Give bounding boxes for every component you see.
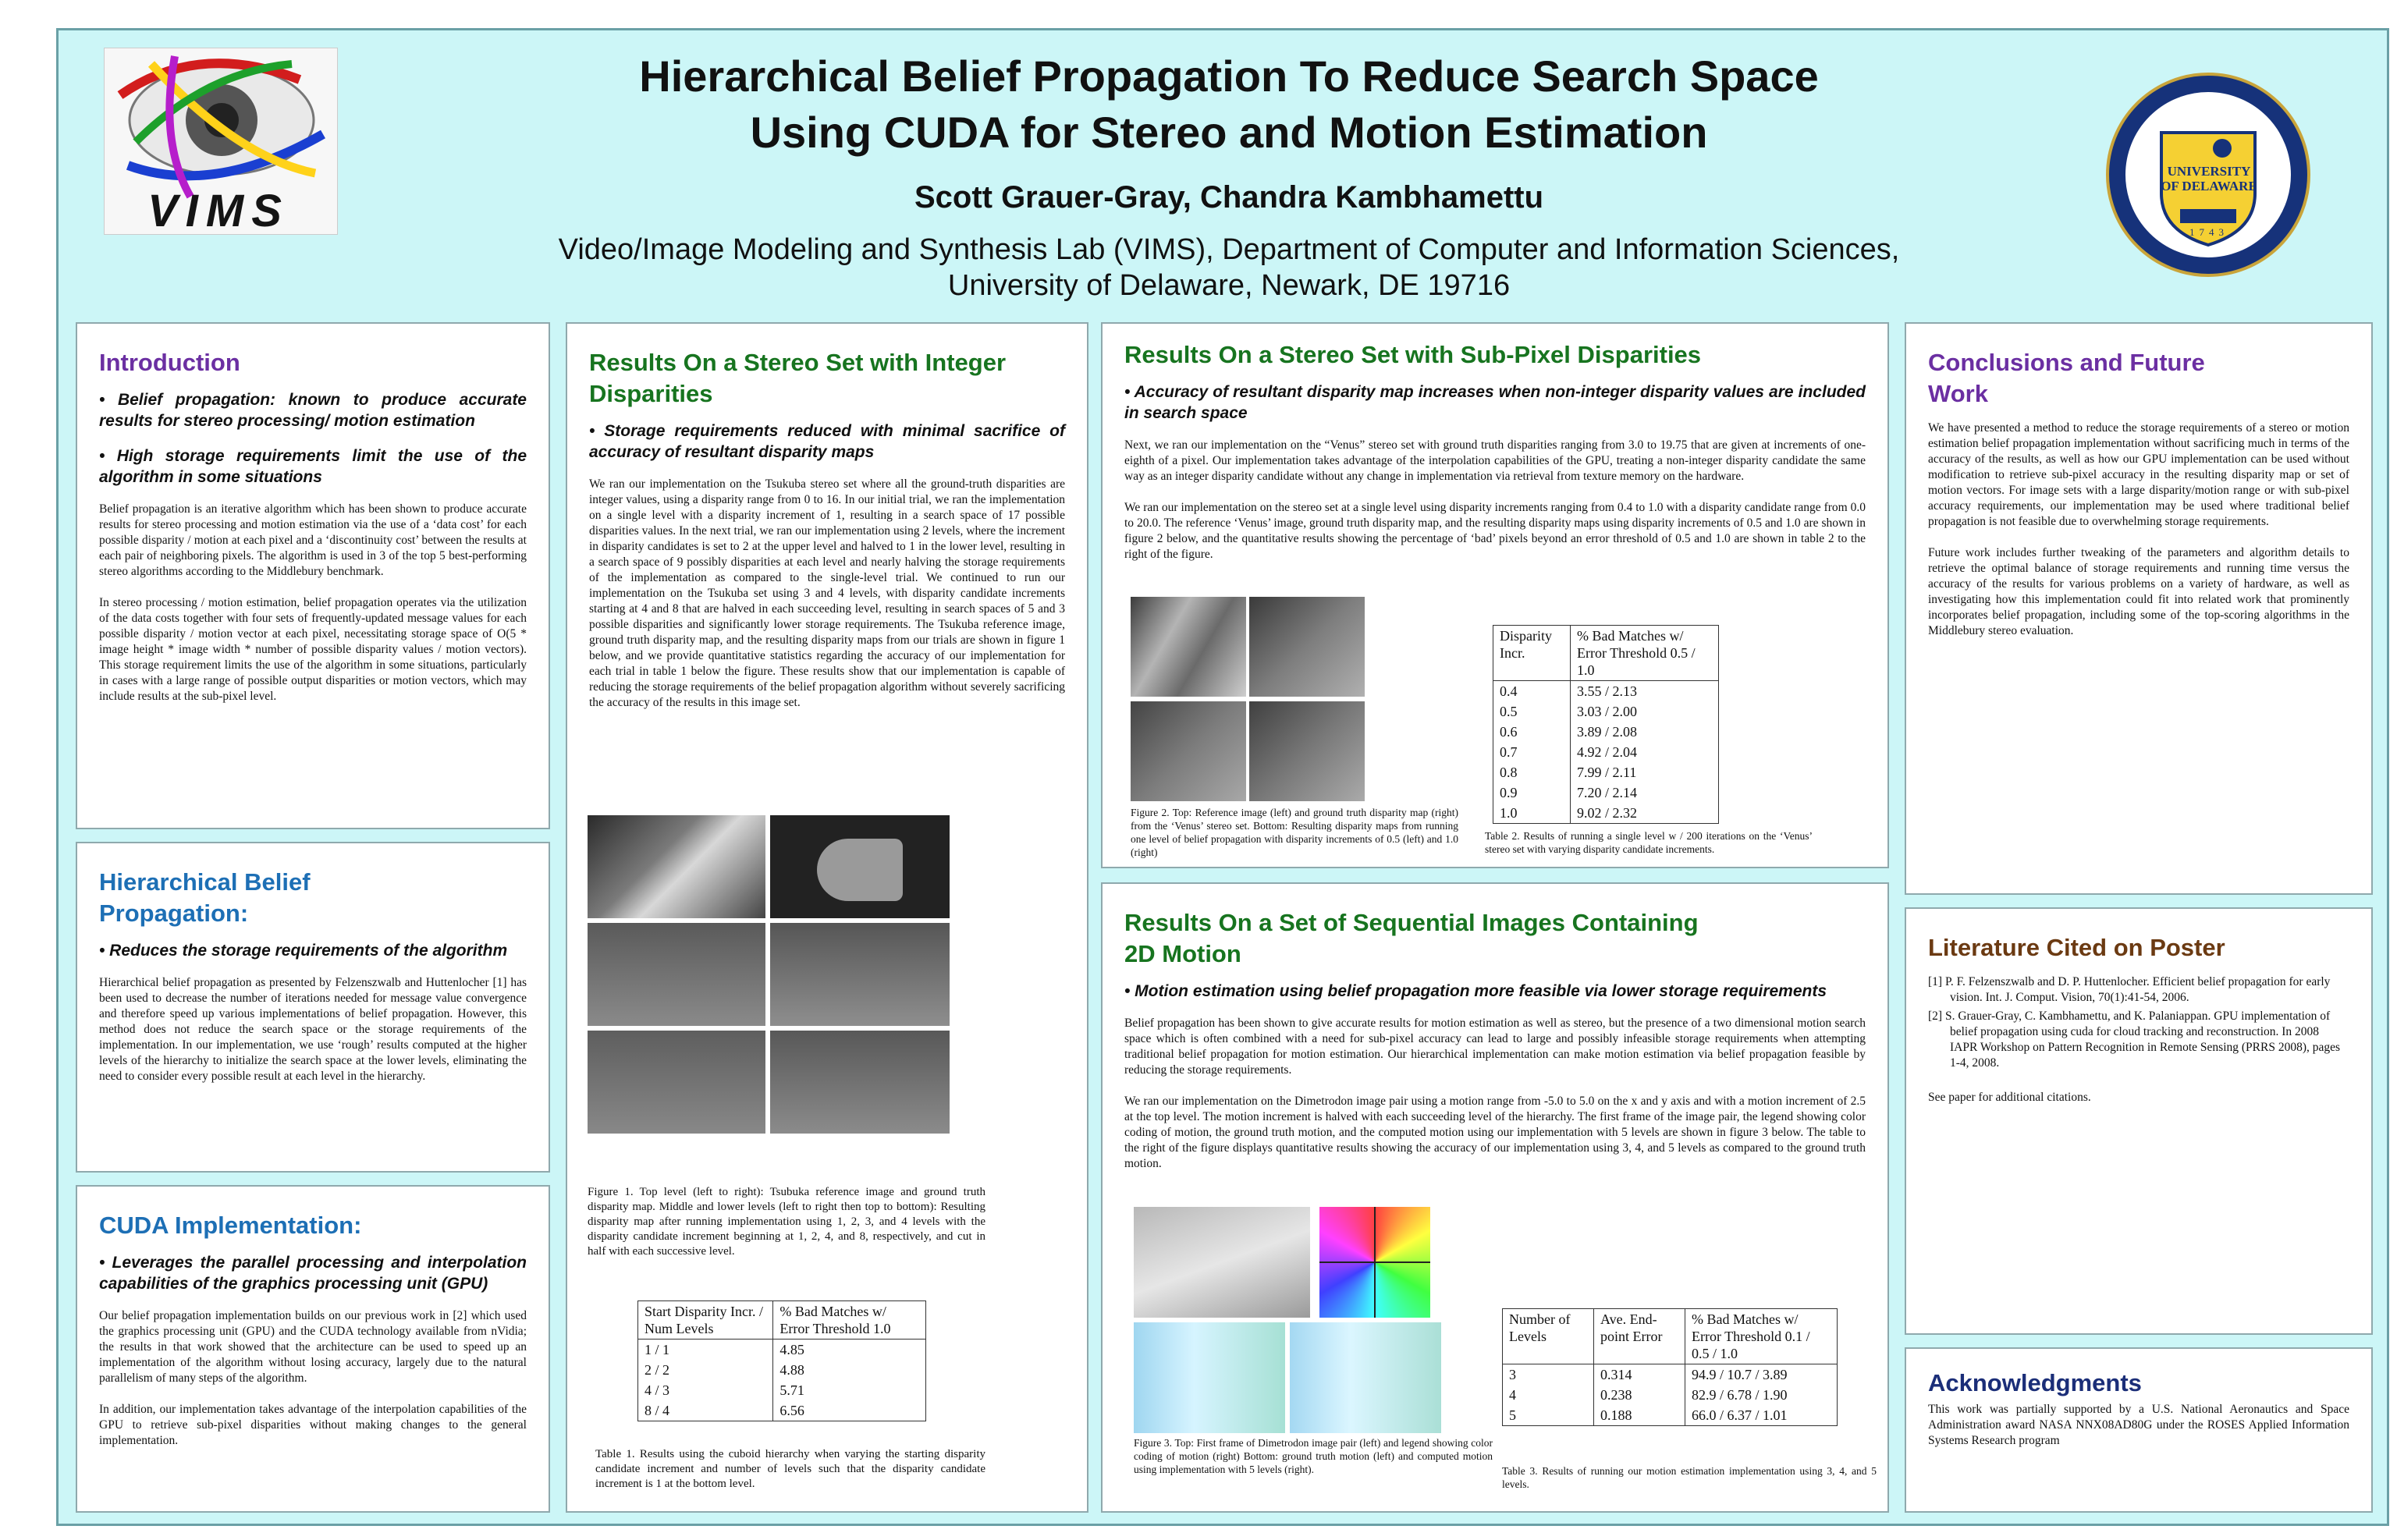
table-row [638, 1400, 926, 1421]
table-row [1493, 722, 1719, 742]
table-row [638, 1380, 926, 1400]
motion-paragraph-2: We ran our implementation on the Dimetrodon image pair using a motion range from -5.0 to 5.0 on the x and y axis and with a motion increment of 2.5 at the top level. The motion increment is halved with each succeeding level of the hierarchy. The first frame of the image pair, the legend showing color coding of motion, the ground truth motion, and the computed motion using our implementation with 5 levels are shown in figure 3 below. The table to the right of the figure displays quantitative results showing the accuracy of our implementation using 3, 4, and 5 levels as compared to the ground truth motion. [1124, 1095, 1866, 1170]
table-cell: 0.5 [1493, 701, 1571, 722]
figure-1-caption: Figure 1. Top level (left to right): Tsubuka reference image and ground truth disparity map. Middle and lower levels (left to right then top to bottom): Resulting disparity map after running implementation using 1, 2, 3, and 4 levels with the disparity candidate increment beginning at 1, 2, 4, and 8, respectively, and cut in half with each successive level. [588, 1186, 985, 1258]
cuda-panel [76, 1185, 550, 1513]
table-cell: 0.314 [1594, 1364, 1685, 1386]
table-cell: 4 [1503, 1385, 1594, 1405]
introduction-paragraph-1: Belief propagation is an iterative algorithm which has been shown to produce accurate results for stereo processing and motion estimation via the use of a ‘data cost’ for each possible disparity / motion at each pixel and a ‘discontinuity cost’ between the results at each pair of neighboring pixels. The algorithm is used in 3 of the top 5 best-performing stereo algorithms according to the Middlebury benchmark. [99, 502, 527, 578]
motion-title [1124, 907, 1866, 970]
table-3-header-cell: Number of Levels [1503, 1309, 1594, 1364]
table-2-header-cell: Disparity Incr. [1493, 626, 1571, 681]
subpixel-paragraph-1: Next, we ran our implementation on the “Venus” stereo set with ground truth disparities ranging from 3.0 to 19.75 that are given at increments of one-eighth of a pixel. Our implementation takes advantage of the interpolation capabilities of the GPU, treating a non-integer disparity candidate the same way as an integer disparity candidate without any change in implementation via retrieval from texture memory on the hardware. [1124, 438, 1866, 483]
table-cell: 0.8 [1493, 762, 1571, 782]
table-cell: 4.92 / 2.04 [1570, 742, 1718, 762]
poster-title-line2: Using CUDA for Stereo and Motion Estimation [750, 108, 1708, 157]
table-2-header [1493, 626, 1719, 681]
integer-title [589, 347, 1065, 410]
integer-title-line1: Results On a Stereo Set with Integer [589, 349, 1007, 376]
conclusions-panel [1905, 322, 2373, 895]
table-1-header [638, 1301, 926, 1340]
venus-disparity-0-5 [1131, 701, 1246, 801]
ud-logo-text: UNIVERSITY OF DELAWARE [2161, 164, 2257, 193]
introduction-bullet-1: • Belief propagation: known to produce accurate results for stereo processing/ motion estimation [99, 391, 527, 430]
subpixel-paragraph-2: We ran our implementation on the stereo set at a single level using disparity increments ranging from 0.4 to 1.0 with a disparity candidate range from 0.0 to 20.0. The reference ‘Venus’ image, ground truth disparity map, and the resulting disparity maps using disparity increments of 0.5 and 1.0 are shown in figure 2 below, and the quantitative results showing the percentage of ‘bad’ pixels beyond an error threshold of 0.5 and 1.0 are shown in table 2 to the right of the figure. [1124, 501, 1866, 561]
table-3 [1502, 1308, 1838, 1426]
poster-affiliation-line1: Video/Image Modeling and Synthesis Lab (VIMS), Department of Computer and Information Sciences, [558, 233, 1900, 266]
table-cell: 9.02 / 2.32 [1570, 803, 1718, 824]
tsukuba-gt-shape [817, 839, 903, 901]
hierarchical-paragraph-1: Hierarchical belief propagation as presented by Felzenszwalb and Huttenlocher [1] has been used to decrease the number of iterations needed for message value convergence and therefore speed up various implementations of belief propagation. However, this method does not reduce the search space or the storage requirements of the implementation. In our implementation, we use ‘rough’ results computed at the higher levels of the hierarchy to initialize the search space at the lower levels, eliminating the need to consider every possible result at each level in the hierarchy. [99, 976, 527, 1083]
subpixel-bullet-1: • Accuracy of resultant disparity map increases when non-integer disparity values are included in search space [1124, 383, 1866, 422]
table-cell: 8 / 4 [638, 1400, 773, 1421]
conclusions-title-line2: Work [1928, 380, 1988, 407]
table-cell: 3.89 / 2.08 [1570, 722, 1718, 742]
table-cell: 7.20 / 2.14 [1570, 782, 1718, 803]
table-cell: 6.56 [773, 1400, 926, 1421]
table-row [1493, 782, 1719, 803]
motion-bullet-1: • Motion estimation using belief propagation more feasible via lower storage requirements [1124, 982, 1827, 1000]
table-1-header-cell: % Bad Matches w/ Error Threshold 1.0 [773, 1301, 926, 1340]
table-row [1503, 1385, 1838, 1405]
tsukuba-reference-image [588, 815, 765, 918]
university-of-delaware-logo [2106, 73, 2310, 277]
computed-motion-5-levels [1290, 1322, 1441, 1433]
venus-reference-image [1131, 597, 1246, 697]
hierarchical-bullet-1: • Reduces the storage requirements of the algorithm [99, 942, 508, 960]
motion-color-legend [1319, 1207, 1430, 1318]
table-2 [1493, 625, 1719, 824]
table-row [1493, 681, 1719, 702]
table-cell: 0.9 [1493, 782, 1571, 803]
introduction-paragraph-2: In stereo processing / motion estimation, belief propagation operates via the utilization of the data costs together with four sets of frequently-updated message values for each possible disparity / motion vector at each pixel, necessitating storage space of O(5 * image height * image width * number of possible disparity values / motion vectors). This storage requirement limits the use of the algorithm in some situations, particularly in cases with a large range of possible output disparities or motion vectors, which may include results at the sub-pixel level. [99, 596, 527, 703]
table-3-header-cell: % Bad Matches w/ Error Threshold 0.1 / 0.5 / 1.0 [1685, 1309, 1838, 1364]
table-cell: 3.55 / 2.13 [1570, 681, 1718, 702]
disparity-map-1-level [588, 923, 765, 1026]
integer-paragraph-1: We ran our implementation on the Tsukuba stereo set where all the ground-truth disparities are integer values, using a disparity range from 0 to 16. In our initial trial, we ran the implementation on a single level with a disparity increment of 1, resulting in a search space of 17 possible disparities values. In the next trial, we ran our implementation using 2 levels, where the increment in disparity candidates is set to 2 at the upper level and halved to 1 in the lower level, resulting in a search space of 9 possibly disparities at each level and nearly halving the storage requirements of the implementation as compared to the single-level trial. We continued to run our implementation on the Tsukuba set using 3 and 4 levels, with disparity candidate increments starting at 4 and 8 that are halved in each succeeding level, resulting in search spaces of 5 and 3 possible disparities and significantly lower storage requirements. The Tsukuba reference image, ground truth disparity map, and the resulting disparity maps from our trials are shown in figure 1 below, and we provide quantitative statistics regarding the accuracy of our implementation for each trial in table 1 below the figure. These results show that our implementation is capable of reducing the storage requirements of the belief propagation algorithm without severely sacrificing the accuracy of the results in this image set. [589, 477, 1065, 709]
table-row [1503, 1364, 1838, 1386]
table-1 [637, 1300, 926, 1421]
table-3-header-cell: Ave. End-point Error [1594, 1309, 1685, 1364]
table-cell: 5.71 [773, 1380, 926, 1400]
disparity-map-2-levels [770, 923, 950, 1026]
reference-2: [2] S. Grauer-Gray, C. Kambhamettu, and K. Palaniappan. GPU implementation of belief propagation using cuda for cloud tracking and reconstruction. In 2008 IAPR Workshop on Pattern Recognition in Remote Sensing (PRRS 2008), pages 1-4, 2008. [1928, 1010, 2341, 1070]
motion-paragraph-1: Belief propagation has been shown to give accurate results for motion estimation as well as stereo, but the presence of a two dimensional motion search space which is often combined with a need for sub-pixel accuracy can lead to large and possibly infeasible storage requirements when attempting traditional belief propagation for motion estimation. Our hierarchical implementation can make motion estimation via belief propagation feasible by reducing the storage requirements. [1124, 1017, 1866, 1077]
ud-logo-inner [2123, 90, 2293, 260]
poster-title-line1: Hierarchical Belief Propagation To Reduce Search Space [639, 51, 1819, 101]
table-cell: 0.188 [1594, 1405, 1685, 1426]
poster-affiliation-line2: University of Delaware, Newark, DE 19716 [947, 269, 1511, 302]
venus-disparity-1-0 [1249, 701, 1365, 801]
figure-2-caption: Figure 2. Top: Reference image (left) and ground truth disparity map (right) from the ‘Venus’ stereo set. Bottom: Resulting disparity maps from running one level of belief propagation with disparity increments of 0.5 (left) and 1.0 (right) [1131, 807, 1458, 858]
literature-panel [1905, 907, 2373, 1335]
table-row [1493, 701, 1719, 722]
table-3-caption: Table 3. Results of running our motion estimation implementation using 3, 4, and 5 levels. [1502, 1465, 1877, 1490]
table-row [1503, 1405, 1838, 1426]
disparity-map-3-levels [588, 1031, 765, 1134]
table-row [638, 1360, 926, 1380]
table-cell: 2 / 2 [638, 1360, 773, 1380]
poster-authors: Scott Grauer-Gray, Chandra Kambhamettu [914, 180, 1544, 215]
motion-title-line1: Results On a Set of Sequential Images Containing [1124, 909, 1699, 936]
table-cell: 82.9 / 6.78 / 1.90 [1685, 1385, 1838, 1405]
conclusions-paragraph-2: Future work includes further tweaking of the parameters and algorithm details to retrieve the optimal balance of storage requirements and running time versus the accuracy of the results for various problems on a variety of hardware, as well as investigating how this implementation could fit into related work that prominently incorporates belief propagation, including some of the top-scoring algorithms in the Middlebury stereo evaluation. [1928, 546, 2349, 637]
figure-3-caption: Figure 3. Top: First frame of Dimetrodon image pair (left) and legend showing color coding of motion (right) Bottom: ground truth motion (left) and computed motion using implementation with 5 levels (right). [1134, 1437, 1493, 1475]
dimetrodon-first-frame [1134, 1207, 1310, 1318]
disparity-map-4-levels [770, 1031, 950, 1134]
table-cell: 94.9 / 10.7 / 3.89 [1685, 1364, 1838, 1386]
introduction-panel [76, 322, 550, 829]
table-1-caption: Table 1. Results using the cuboid hierarchy when varying the starting disparity candidate increment and number of levels such that the disparity candidate increment is 1 at the bottom level. [595, 1448, 985, 1490]
table-cell: 4 / 3 [638, 1380, 773, 1400]
integer-disparities-panel [566, 322, 1088, 1513]
table-cell: 1.0 [1493, 803, 1571, 824]
cuda-paragraph-1: Our belief propagation implementation builds on our previous work in [2] which used the graphics processing unit (GPU) and the CUDA technology available from nVidia; the results in that work showed that the architecture can be used to speed up an implementation of the algorithm without losing accuracy, largely due to the natural parallelism of many steps of the algorithm. [99, 1309, 527, 1385]
table-cell: 0.6 [1493, 722, 1571, 742]
figure-3 [1134, 1207, 1496, 1433]
figure-2 [1131, 597, 1365, 801]
ud-logo-year: 1743 [2189, 226, 2228, 238]
table-row [1493, 742, 1719, 762]
acknowledgments-title: Acknowledgments [1928, 1369, 2142, 1396]
table-cell: 5 [1503, 1405, 1594, 1426]
acknowledgments-paragraph: This work was partially supported by a U.S. National Aeronautics and Space Administration award NASA NNX08AD80G under the ROSES Applied Information Systems Research program [1928, 1403, 2349, 1447]
cuda-bullet-1: • Leverages the parallel processing and interpolation capabilities of the graphics processing unit (GPU) [99, 1254, 527, 1293]
cuda-title: CUDA Implementation: [99, 1212, 362, 1239]
subpixel-panel [1101, 322, 1889, 868]
conclusions-title-line1: Conclusions and Future [1928, 349, 2205, 376]
hierarchical-panel [76, 842, 550, 1173]
motion-title-line2: 2D Motion [1124, 940, 1241, 967]
tsukuba-ground-truth [770, 815, 950, 918]
acknowledgments-panel [1905, 1347, 2373, 1513]
introduction-title: Introduction [99, 349, 240, 376]
reference-1: [1] P. F. Felzenszwalb and D. P. Huttenlocher. Efficient belief propagation for early vision. Int. J. Comput. Vision, 70(1):41-54, 2006. [1928, 975, 2331, 1004]
table-2-header-cell: % Bad Matches w/ Error Threshold 0.5 / 1.0 [1570, 626, 1718, 681]
hierarchical-title-line1: Hierarchical Belief [99, 868, 311, 896]
table-cell: 4.88 [773, 1360, 926, 1380]
conclusions-paragraph-1: We have presented a method to reduce the storage requirements of a stereo or motion estimation belief propagation implementation without sacrificing much in terms of the accuracy of the results, as well as how our GPU implementation can be used without modification to retrieve sub-pixel accuracy in the resulting disparity map or set of motion vectors. For image sets with a large disparity/motion range or with sub-pixel accuracy requirements, our implementation may be used where traditional belief propagation is not feasible due to overwhelming storage requirements. [1928, 421, 2349, 528]
motion-panel [1101, 882, 1889, 1513]
table-row [1493, 803, 1719, 824]
poster [56, 28, 2389, 1526]
table-cell: 1 / 1 [638, 1340, 773, 1361]
table-cell: 3 [1503, 1364, 1594, 1386]
legend-axis-horizontal [1319, 1261, 1430, 1263]
hierarchical-title [99, 867, 527, 929]
table-cell: 3.03 / 2.00 [1570, 701, 1718, 722]
vims-logo-text: VIMS [147, 186, 289, 236]
table-cell: 0.7 [1493, 742, 1571, 762]
conclusions-title [1928, 347, 2349, 410]
table-row [1493, 762, 1719, 782]
integer-title-line2: Disparities [589, 380, 713, 407]
introduction-bullet-2: • High storage requirements limit the use of the algorithm in some situations [99, 447, 527, 486]
integer-bullet-1: • Storage requirements reduced with minimal sacrifice of accuracy of resultant disparity maps [589, 422, 1065, 461]
subpixel-title: Results On a Stereo Set with Sub-Pixel Disparities [1124, 341, 1702, 368]
table-cell: 7.99 / 2.11 [1570, 762, 1718, 782]
ground-truth-motion [1134, 1322, 1285, 1433]
table-row [638, 1340, 926, 1361]
table-3-header [1503, 1309, 1838, 1364]
literature-title: Literature Cited on Poster [1928, 934, 2225, 961]
table-cell: 0.4 [1493, 681, 1571, 702]
cuda-paragraph-2: In addition, our implementation takes advantage of the interpolation capabilities of the GPU to retrieve sub-pixel disparities without making changes to the general implementation. [99, 1403, 527, 1447]
table-2-caption: Table 2. Results of running a single level w / 200 iterations on the ‘Venus’ stereo set with varying disparity candidate increments. [1485, 830, 1813, 855]
hierarchical-title-line2: Propagation: [99, 900, 249, 927]
table-1-header-cell: Start Disparity Incr. / Num Levels [638, 1301, 773, 1340]
table-cell: 4.85 [773, 1340, 926, 1361]
table-cell: 66.0 / 6.37 / 1.01 [1685, 1405, 1838, 1426]
table-cell: 0.238 [1594, 1385, 1685, 1405]
literature-note: See paper for additional citations. [1928, 1091, 2091, 1104]
venus-ground-truth [1249, 597, 1365, 697]
